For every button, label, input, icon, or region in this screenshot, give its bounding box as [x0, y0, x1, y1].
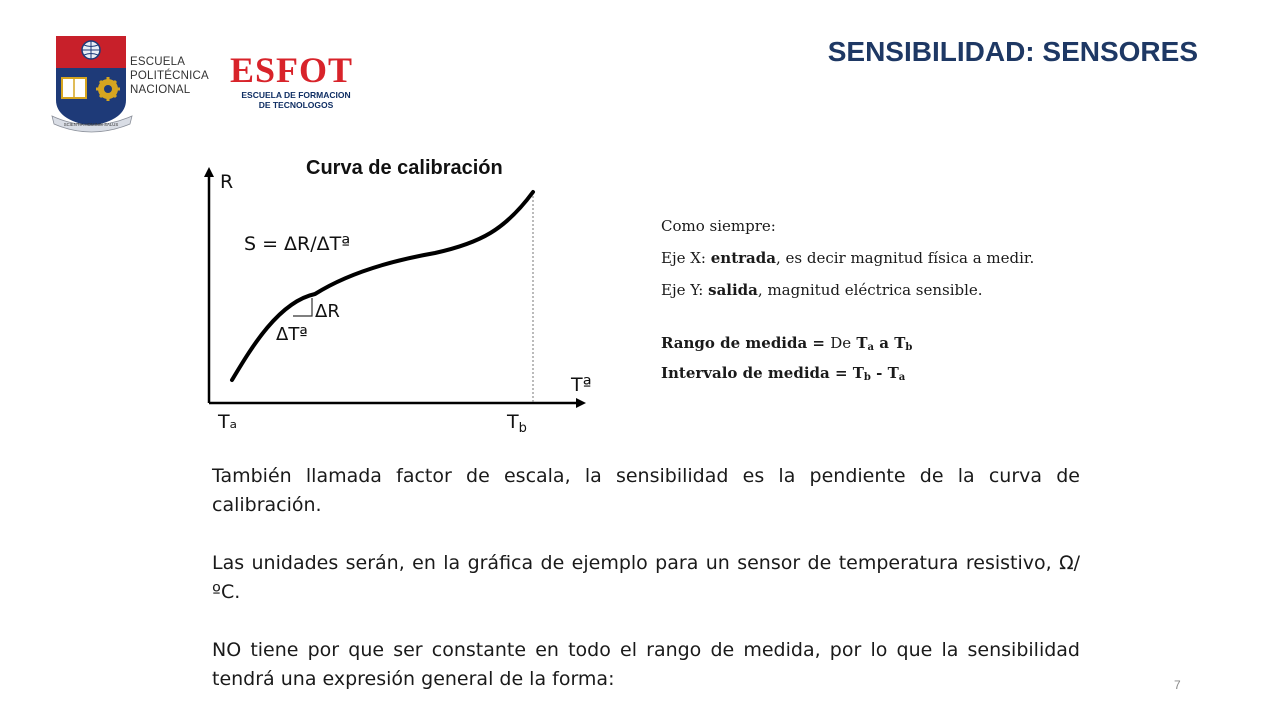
calibration-curve — [232, 192, 533, 380]
interval-label: Intervalo de medida = — [661, 364, 853, 382]
body-text — [212, 462, 1080, 694]
delta-r-label: ΔR — [315, 301, 340, 322]
slide-title: SENSIBILIDAD: SENSORES — [827, 36, 1198, 67]
notes-x-axis — [661, 242, 1083, 274]
measurement-range — [661, 328, 1083, 358]
notes-y-prefix: Eje Y: — [661, 281, 709, 299]
x-axis-label: Tª — [571, 374, 592, 396]
epn-logo-text — [130, 55, 209, 97]
sensitivity-formula: S = ΔR/ΔTª — [244, 233, 351, 255]
notes-x-bold: entrada — [710, 249, 776, 267]
y-axis-label: R — [220, 171, 234, 193]
notes-y-bold: salida — [708, 281, 758, 299]
interval-t-a: T — [887, 364, 899, 382]
notes-y-rest: , magnitud eléctrica sensible. — [757, 281, 983, 299]
interval-minus: - — [870, 364, 888, 382]
interval-t-b: T — [852, 364, 864, 382]
body-paragraph-1: También llamada factor de escala, la sensibilidad es la pendiente de la curva de calibración. — [212, 465, 1080, 516]
notes-intro: Como siempre: — [661, 217, 776, 235]
range-de: De — [830, 334, 852, 352]
delta-t-label: ΔTª — [276, 324, 308, 345]
epn-logo-line-1: ESCUELA — [130, 56, 186, 68]
interval-a-sub: a — [898, 372, 906, 383]
page-number: 7 — [1174, 678, 1181, 692]
interval-b-sub: b — [863, 372, 871, 383]
esfot-logo-wordmark: ESFOT — [230, 50, 354, 90]
tick-label-tb: $T_b$ — [507, 411, 527, 436]
epn-logo-line-3: NACIONAL — [130, 84, 191, 96]
body-paragraph-3: NO tiene por que ser constante en todo el rango de medida, por lo que la sensibilidad tendrá una expresión general de la forma: — [212, 639, 1080, 690]
epn-logo-line-2: POLITÉCNICA — [130, 70, 209, 82]
range-t: T — [856, 334, 868, 352]
notes-y-axis — [661, 274, 1083, 306]
notes-x-prefix: Eje X: — [661, 249, 711, 267]
range-label: Rango de medida = — [661, 334, 831, 352]
range-a-sub: a — [867, 342, 875, 353]
esfot-logo-subtitle — [229, 90, 363, 110]
notes-x-rest: , es decir magnitud física a medir. — [775, 249, 1035, 267]
epn-shield-logo — [50, 34, 134, 134]
range-mid: a — [874, 334, 895, 352]
axis-notes — [661, 210, 1083, 388]
diagram-title: Curva de calibración — [306, 157, 503, 179]
body-paragraph-2: Las unidades serán, en la gráfica de ejemplo para un sensor de temperatura resistivo, Ω/ºC. — [212, 552, 1080, 603]
esfot-subtitle-line-2: DE TECNOLOGOS — [258, 100, 334, 110]
measurement-interval — [661, 358, 1083, 388]
svg-text:SCIENTIA HOMINIS SALUS: SCIENTIA HOMINIS SALUS — [63, 122, 119, 127]
esfot-subtitle-line-1: ESCUELA DE FORMACION — [241, 90, 351, 100]
range-t-b: T — [894, 334, 906, 352]
tick-label-ta: Tₐ — [218, 411, 238, 433]
calibration-curve-diagram — [190, 150, 610, 440]
range-b-sub: b — [905, 342, 913, 353]
